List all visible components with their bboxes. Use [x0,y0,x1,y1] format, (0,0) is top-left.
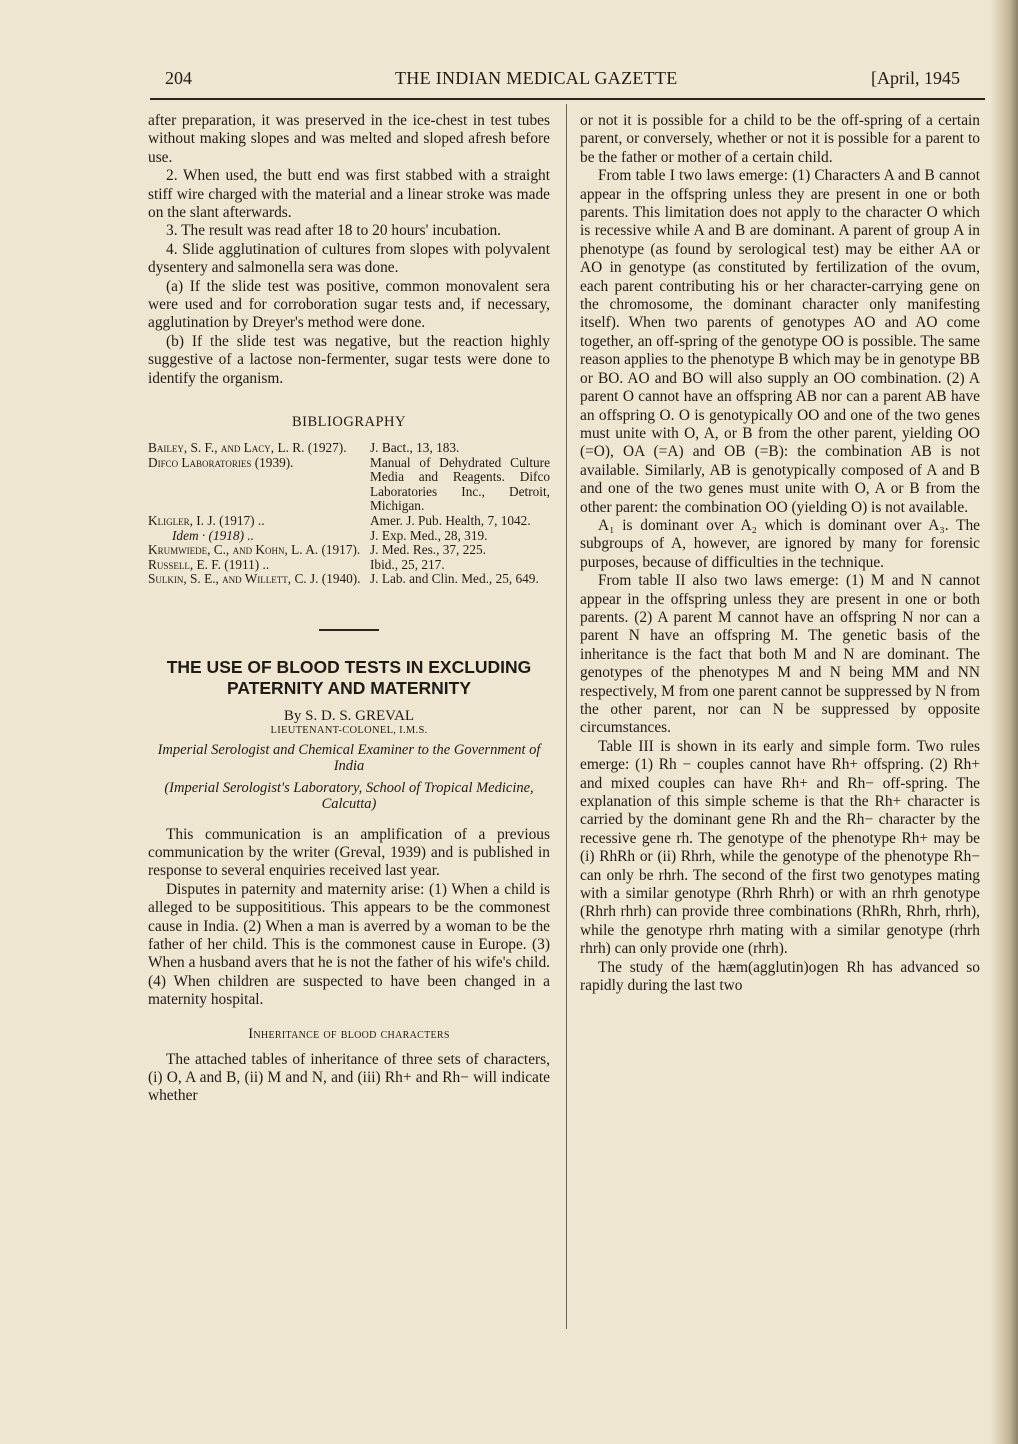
paragraph: or not it is possible for a child to be the off-spring of a certain parent, or conversely, whether or not it is possible for a parent to be the father or mother of a certain child. [580,112,980,166]
bib-author: Bailey, S. F., and Lacy, L. R. (1927). [148,440,347,456]
paragraph: From table I two laws emerge: (1) Characters A and B cannot appear in the offspring unless they are present in one or both parents. This limitation does not apply to the character O which is recessive while A and B are dominant. A parent of group A in phenotype (as found by serological test) may be either AA or AO in genotype (as constituted by fertilization of the ovum, each parent contributing his or her character-carrying gene on the chromosome, the dominant character only manifesting itself). When two parents of genotypes AO and AO come together, an off-spring of the genotype OO is possible. The same reason applies to the phenotype B which may be in genotype BB or BO. AO and BO will also supply an OO combination. (2) A parent O cannot have an offspring AB nor can a parent AB have an offspring O. O is genotypically OO and one of the two genes must unite with O, A, or B from the other parent, yielding OO (=O), OA (=A) and OB (=B): the combination AB is not available. Similarly, AB is genotypically composed of A and B and one of the two genes must unite with O, A or B from the other parent: the combination OO (yielding O) is not available. [580,167,980,516]
journal-title: THE INDIAN MEDICAL GAZETTE [395,68,678,88]
section-subheading: Inheritance of blood characters [248,1025,450,1042]
author-rank: LIEUTENANT-COLONEL, I.M.S. [270,724,428,736]
bibliography-table [148,441,550,587]
section-separator [319,629,379,631]
paragraph: (b) If the slide test was negative, but the reaction highly suggestive of a lactose non-fermenter, sugar tests were done to identify the organism. [148,332,550,387]
bibliography-entry [148,441,550,456]
article-title: THE USE OF BLOOD TESTS IN EXCLUDING PATERNITY AND MATERNITY [166,656,532,698]
bibliography-entry [148,514,550,529]
page-edge-shadow [990,0,1018,1444]
bibliography-entry [148,456,550,514]
paragraph: Table III is shown in its early and simple form. Two rules emerge: (1) Rh − couples cannot have Rh+ offspring. (2) Rh+ and mixed couples can have Rh+ and Rh− off-spring. The explanation of this simple scheme is that the Rh+ character is carried by the dominant gene Rh and the Rh− character by the recessive gene rh. The genotype of the phenotype Rh+ may be (i) RhRh or (ii) Rhrh, while the genotype of the phenotype Rh− can only be rhrh. The second of the first two genotypes mating with a similar genotype (Rhrh Rhrh) or with an rhrh genotype (Rhrh rhrh) can provide three combinations (RhRh, Rhrh, rhrh), while the genotype rhrh mating with a similar genotype (rhrh rhrh) can only provide one (rhrh). [580,737,980,958]
bibliography-entry [148,529,550,544]
bib-author: Sulkin, S. E., and Willett, C. J. (1940). [148,571,361,587]
paragraph: 4. Slide agglutination of cultures from slopes with polyvalent dysentery and salmonella sera was done. [148,240,550,277]
page-number: 204 [165,68,192,88]
paragraph: 3. The result was read after 18 to 20 hours' incubation. [166,222,502,240]
bib-reference: J. Exp. Med., 28, 319. [370,527,488,543]
bib-author: Krumwiede, C., and Kohn, L. A. (1917). [148,542,361,558]
bibliography-entry [148,543,550,558]
bib-reference: Ibid., 25, 217. [370,556,445,572]
paragraph: after preparation, it was preserved in the ice-chest in test tubes without making slopes and was melted and sloped afresh before use. [148,112,550,166]
bibliography-entry [148,558,550,573]
author-institution: (Imperial Serologist's Laboratory, School of Tropical Medicine, Calcutta) [164,779,534,812]
bibliography-heading: BIBLIOGRAPHY [292,414,406,431]
bib-reference: Manual of Dehydrated Culture Media and Reagents. Difco Laboratories Inc., Detroit, Michigan. [370,454,550,514]
paragraph: (a) If the slide test was positive, common monovalent sera were used and for corroboration sugar tests and, if necessary, agglutination by Dreyer's method were done. [148,277,550,332]
paragraph: Disputes in paternity and maternity arise: (1) When a child is alleged to be supposititious. This appears to be the commonest cause in India. (2) When a man is averred by a woman to be the father of her child. This is the commonest cause in Europe. (3) When a husband avers that he is not the father of his wife's child. (4) When children are suspected to have been changed in a maternity hospital. [148,880,550,1009]
bib-author: Idem · (1918) .. [172,527,254,543]
column-divider [566,104,567,1329]
paragraph: From table II also two laws emerge: (1) M and N cannot appear in the offspring unless they are present in one or both parents. (2) A parent M cannot have an offspring N nor can a parent N have an offspring M. The genetic basis of the inheritance is the fact that both M and N are dominant. The genotypes of the phenotypes M and N being MM and NN respectively, M from one parent cannot be suppressed by N from the other parent, nor can N be suppressed by opposite circumstances. [580,572,980,737]
author-position: Imperial Serologist and Chemical Examiner to the Government of India [157,741,541,774]
paragraph: A₁ is dominant over A₂ which is dominant over A₃. The subgroups of A, however, are ignored by many for forensic purposes, because of difficulties in the technique. [580,516,980,571]
paragraph: 2. When used, the butt end was first stabbed with a straight stiff wire charged with the material and a linear stroke was made on the slant afterwards. [148,167,550,222]
article-byline: By S. D. S. GREVAL [283,707,415,724]
left-column [148,112,550,1106]
paragraph: This communication is an amplification of a previous communication by the writer (Greval, 1939) and is published in response to several enquiries received last year. [148,825,550,880]
right-column [580,112,980,996]
bib-reference: J. Med. Res., 37, 225. [370,542,486,558]
page-header [165,68,960,94]
header-rule [150,98,985,100]
bib-author: Kligler, I. J. (1917) .. [148,513,265,529]
bib-author: Difco Laboratories (1939). [148,454,294,470]
bib-reference: Amer. J. Pub. Health, 7, 1042. [370,513,531,529]
paragraph: The attached tables of inheritance of three sets of characters, (i) O, A and B, (ii) M and N, and (iii) Rh+ and Rh− will indicate whether [148,1050,550,1105]
bib-reference: J. Bact., 13, 183. [370,440,460,456]
bib-reference: J. Lab. and Clin. Med., 25, 649. [370,571,539,587]
bibliography-entry [148,572,550,587]
paragraph: The study of the hæm(agglutin)ogen Rh has advanced so rapidly during the last two [580,958,980,995]
issue-date: [April, 1945 [871,68,960,88]
bib-author: Russell, E. F. (1911) .. [148,556,270,572]
